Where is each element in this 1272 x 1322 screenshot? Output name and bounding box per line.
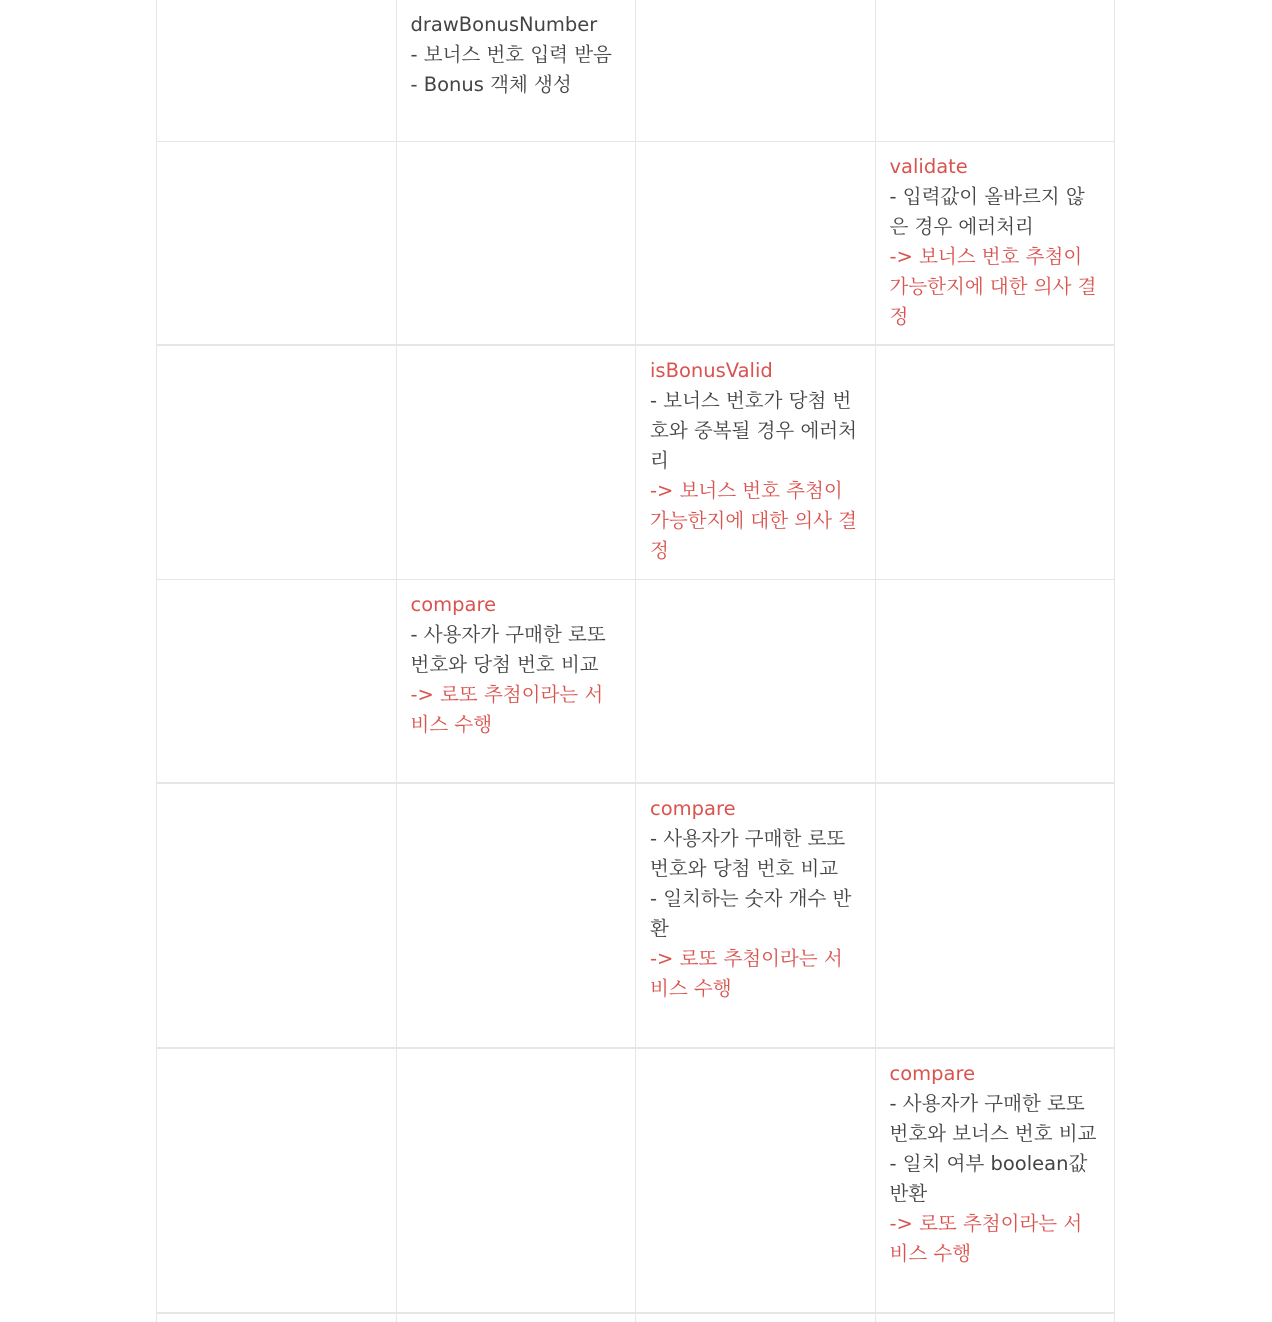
table-cell <box>396 345 636 580</box>
table-cell <box>157 783 397 1048</box>
table-row <box>157 0 1115 142</box>
table-row <box>157 783 1115 1048</box>
decision-note: -> 로또 추첨이라는 서비스 수행 <box>889 1212 1083 1265</box>
table-body <box>157 0 1115 1322</box>
table-cell <box>396 0 636 142</box>
table-cell <box>636 1313 876 1322</box>
table-row <box>157 142 1115 346</box>
method-name: compare <box>889 1062 976 1085</box>
description-line: - 사용자가 구매한 로또 번호와 당첨 번호 비교 <box>650 827 846 880</box>
table-row <box>157 1313 1115 1322</box>
decision-note: -> 로또 추첨이라는 서비스 수행 <box>410 683 604 736</box>
table-row <box>157 1048 1115 1313</box>
description-line: - 사용자가 구매한 로또 번호와 보너스 번호 비교 <box>889 1092 1097 1145</box>
table-cell <box>636 1048 876 1313</box>
table-cell <box>875 345 1115 580</box>
method-name: isBonusValid <box>650 359 773 382</box>
table-cell <box>157 1048 397 1313</box>
method-name: validate <box>889 155 968 178</box>
table-cell <box>636 142 876 346</box>
table-cell <box>875 580 1115 784</box>
table-cell <box>396 580 636 784</box>
table-cell <box>157 0 397 142</box>
description-line: - 보너스 번호가 당첨 번호와 중복될 경우 에러처리 <box>650 389 857 472</box>
table-cell <box>396 142 636 346</box>
table-cell <box>636 580 876 784</box>
responsibility-table <box>156 0 1115 1322</box>
decision-note: -> 보너스 번호 추첨이 가능한지에 대한 의사 결정 <box>650 479 857 562</box>
table-cell <box>636 0 876 142</box>
description-line: - 보너스 번호 입력 받음 <box>410 43 612 66</box>
table-cell <box>875 0 1115 142</box>
table-cell <box>396 1048 636 1313</box>
table-cell <box>875 1313 1115 1322</box>
description-line: - 일치 여부 boolean값 반환 <box>889 1152 1088 1205</box>
table-cell <box>396 1313 636 1322</box>
table-cell <box>157 580 397 784</box>
table-row <box>157 345 1115 580</box>
decision-note: -> 보너스 번호 추첨이 가능한지에 대한 의사 결정 <box>889 245 1097 328</box>
table-cell <box>636 345 876 580</box>
method-name: drawBonusNumber <box>410 13 598 36</box>
description-line: - 일치하는 숫자 개수 반환 <box>650 887 852 940</box>
method-name: compare <box>410 593 497 616</box>
table-row <box>157 580 1115 784</box>
table-cell <box>396 783 636 1048</box>
description-line: - 사용자가 구매한 로또 번호와 당첨 번호 비교 <box>410 623 606 676</box>
description-line: - 입력값이 올바르지 않은 경우 에러처리 <box>889 185 1085 238</box>
table-cell <box>875 783 1115 1048</box>
table-cell <box>875 1048 1115 1313</box>
table-cell <box>157 142 397 346</box>
responsibility-table-container <box>156 0 1114 1322</box>
table-cell <box>157 345 397 580</box>
table-cell <box>636 783 876 1048</box>
decision-note: -> 로또 추첨이라는 서비스 수행 <box>650 947 843 1000</box>
description-line: - Bonus 객체 생성 <box>410 73 572 96</box>
table-cell <box>875 142 1115 346</box>
table-cell <box>157 1313 397 1322</box>
method-name: compare <box>650 797 736 820</box>
